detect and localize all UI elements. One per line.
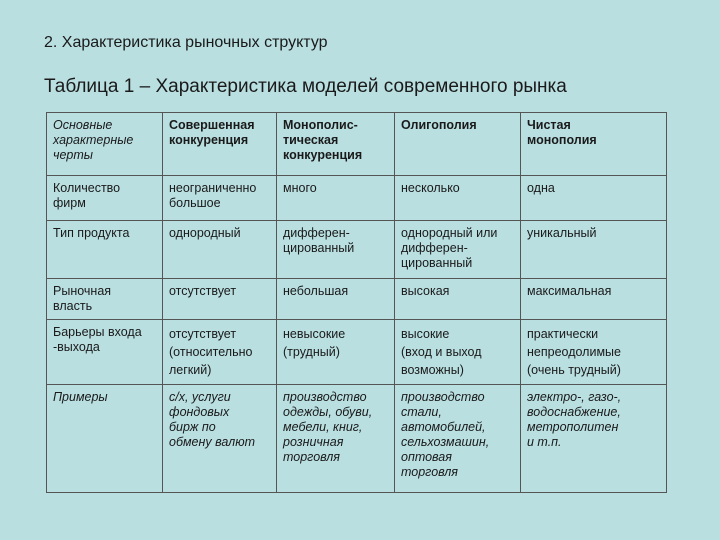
table-cell: высокие (вход и выход возможны) bbox=[395, 320, 521, 385]
table-row bbox=[47, 221, 667, 279]
table-cell: однородный или дифферен- цированный bbox=[395, 221, 521, 279]
header-cell: Основные характерные черты bbox=[47, 113, 163, 176]
table-cell: высокая bbox=[395, 279, 521, 320]
table-row bbox=[47, 320, 667, 385]
table-cell: отсутствует bbox=[163, 279, 277, 320]
row-label-cell: Тип продукта bbox=[47, 221, 163, 279]
header-cell: Монополис- тическая конкуренция bbox=[277, 113, 395, 176]
row-label-cell: Барьеры входа -выхода bbox=[47, 320, 163, 385]
row-label-cell: Рыночная власть bbox=[47, 279, 163, 320]
table-row bbox=[47, 385, 667, 493]
table-cell: уникальный bbox=[521, 221, 667, 279]
row-label-cell: Количество фирм bbox=[47, 176, 163, 221]
header-cell: Чистая монополия bbox=[521, 113, 667, 176]
table-row bbox=[47, 279, 667, 320]
header-cell: Совершенная конкуренция bbox=[163, 113, 277, 176]
table-cell: максимальная bbox=[521, 279, 667, 320]
table-header-row bbox=[47, 113, 667, 176]
table-cell: одна bbox=[521, 176, 667, 221]
row-label-cell: Примеры bbox=[47, 385, 163, 493]
table-cell: небольшая bbox=[277, 279, 395, 320]
table-cell: с/х, услуги фондовых бирж по обмену валют bbox=[163, 385, 277, 493]
table-cell: невысокие (трудный) bbox=[277, 320, 395, 385]
table-cell: дифферен- цированный bbox=[277, 221, 395, 279]
table-row bbox=[47, 176, 667, 221]
table-cell: отсутствует (относительно легкий) bbox=[163, 320, 277, 385]
header-cell: Олигополия bbox=[395, 113, 521, 176]
table-cell: электро-, газо-, водоснабжение, метрополитен и т.п. bbox=[521, 385, 667, 493]
market-models-table bbox=[46, 112, 667, 493]
table-cell: однородный bbox=[163, 221, 277, 279]
table-cell: практически непреодолимые (очень трудный) bbox=[521, 320, 667, 385]
table-title: Таблица 1 – Характеристика моделей современного рынка bbox=[44, 76, 567, 97]
table-cell: неограниченно большое bbox=[163, 176, 277, 221]
table-cell: много bbox=[277, 176, 395, 221]
table-cell: производство одежды, обуви, мебели, книг, розничная торговля bbox=[277, 385, 395, 493]
table-cell: несколько bbox=[395, 176, 521, 221]
table-cell: производство стали, автомобилей, сельхозмашин, оптовая торговля bbox=[395, 385, 521, 493]
section-title: 2. Характеристика рыночных структур bbox=[44, 34, 328, 51]
